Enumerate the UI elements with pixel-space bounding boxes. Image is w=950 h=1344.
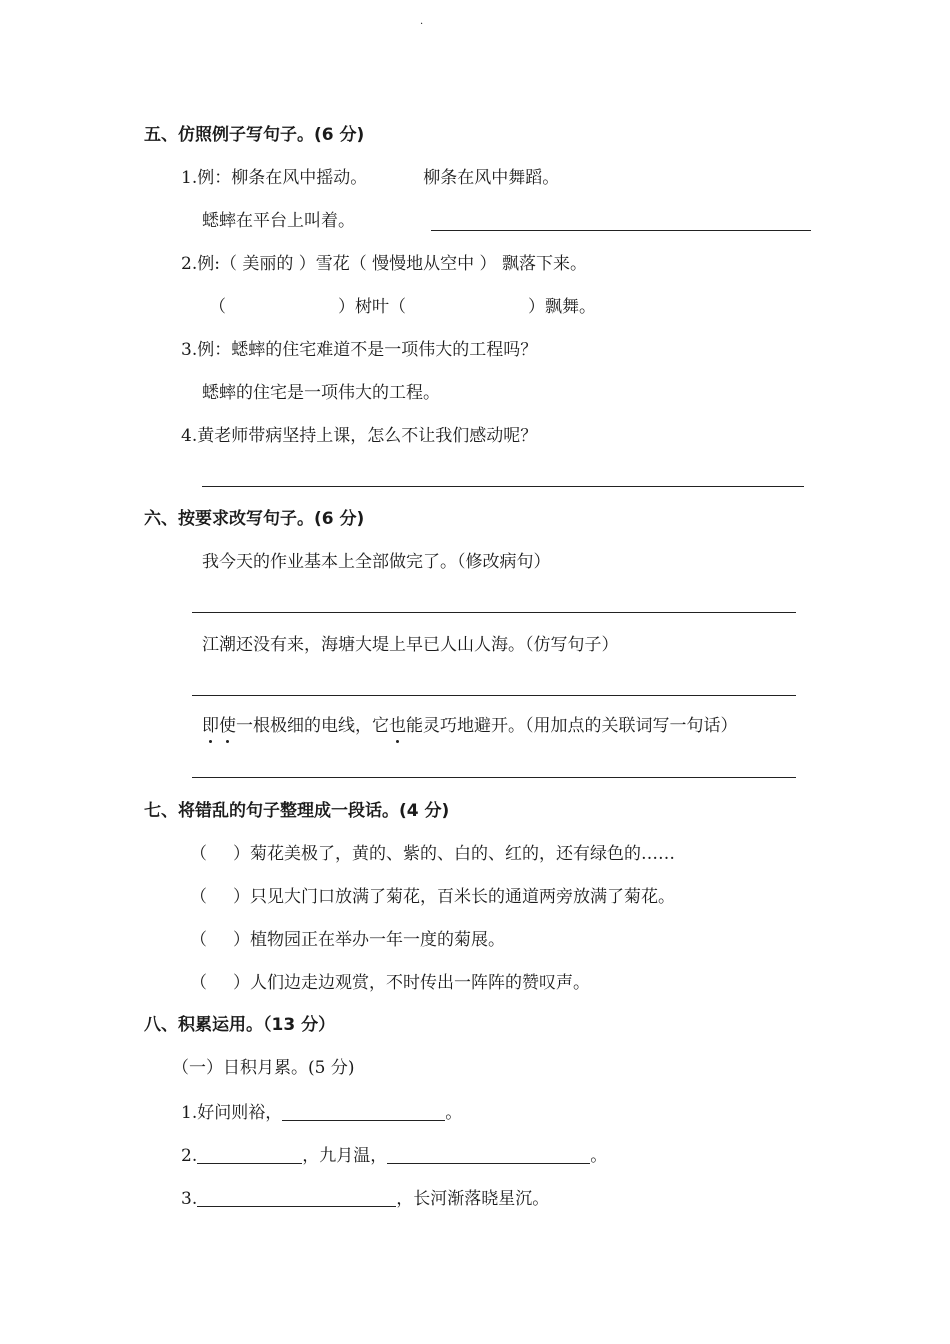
s7-item-2: （ ）只见大门口放满了菊花，百米长的通道两旁放满了菊花。: [190, 887, 675, 907]
s5-q2-middle: ）树叶（: [338, 297, 406, 317]
s5-q1-example: [181, 170, 559, 187]
s5-q1-answer-line[interactable]: [431, 230, 811, 231]
section-6-heading: 六、按要求改写句子。(6 分): [144, 509, 365, 529]
s5-q4-question: 4.黄老师带病坚持上课，怎么不让我们感动呢？: [181, 426, 538, 446]
s5-q2-prompt[interactable]: （ ）树叶（ ）飘舞。: [209, 297, 596, 317]
s5-q4-answer-line[interactable]: [202, 486, 804, 487]
s8-q2: 2. ，九月温， 。: [181, 1146, 608, 1166]
s8-q2-blank-2[interactable]: [387, 1146, 590, 1164]
s6-dotted-char-2: 使: [219, 716, 236, 736]
s5-q1-prompt: 蟋蟀在平台上叫着。: [202, 211, 355, 231]
s5-q2-end: ）飘舞。: [528, 297, 596, 317]
s6-item-2: 江潮还没有来，海塘大堤上早已人山人海。（仿写句子）: [202, 635, 619, 655]
s5-q1-answer: 柳条在风中舞蹈。: [423, 168, 560, 188]
s7-item-4: （ ）人们边走边观赏，不时传出一阵阵的赞叹声。: [190, 973, 590, 993]
s5-q2-example: 2.例:（ 美丽的 ）雪花（ 慢慢地从空中 ） 飘落下来。: [181, 254, 587, 274]
s5-q3-example: 3.例：蟋蟀的住宅难道不是一项伟大的工程吗？: [181, 340, 538, 360]
section-8-heading: 八、积累运用。（13 分）: [144, 1015, 336, 1035]
s8-q3-blank[interactable]: [197, 1189, 396, 1207]
s6-item-3: 即使一根极细的电线，它也能灵巧地避开。（用加点的关联词写一句话）: [202, 716, 738, 736]
s5-q3-statement: 蟋蟀的住宅是一项伟大的工程。: [202, 383, 440, 403]
s7-item-1: （ ）菊花美极了，黄的、紫的、白的、红的，还有绿色的……: [190, 844, 675, 864]
s8-q1-blank[interactable]: [282, 1103, 445, 1121]
s6-dotted-char-3: 也: [389, 716, 406, 736]
s8-q1: 1.好问则裕， 。: [181, 1103, 463, 1123]
header-mark: .: [420, 16, 424, 27]
s5-q1-label: 1.例：柳条在风中摇动。: [181, 168, 368, 188]
s8-subheading: （一）日积月累。(5 分): [172, 1058, 355, 1078]
s6-item-1-line[interactable]: [192, 612, 796, 613]
section-5-heading: 五、仿照例子写句子。(6 分): [144, 125, 365, 145]
s8-q2-blank-1[interactable]: [197, 1146, 302, 1164]
s7-item-3: （ ）植物园正在举办一年一度的菊展。: [190, 930, 505, 950]
section-7-heading: 七、将错乱的句子整理成一段话。(4 分): [144, 801, 450, 821]
s6-item-1: 我今天的作业基本上全部做完了。（修改病句）: [202, 552, 551, 572]
s8-q3: 3. ，长河渐落晓星沉。: [181, 1189, 550, 1209]
s6-dotted-char-1: 即: [202, 716, 219, 736]
s6-item-3-line[interactable]: [192, 777, 796, 778]
s6-item-2-line[interactable]: [192, 695, 796, 696]
